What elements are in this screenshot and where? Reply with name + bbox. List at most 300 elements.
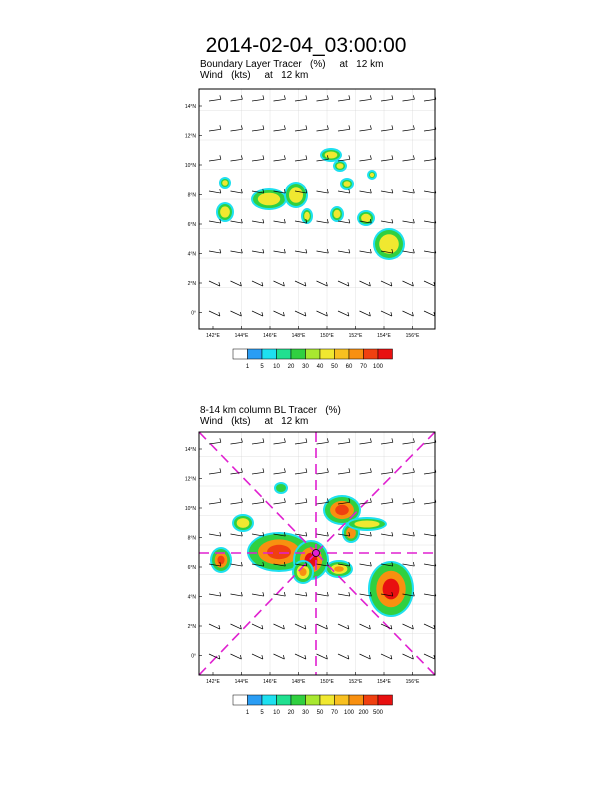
wind-barb — [295, 624, 306, 629]
wind-barb — [360, 281, 371, 286]
wind-barb-flag — [220, 249, 221, 253]
wind-barb — [252, 311, 263, 316]
wind-barb — [424, 594, 436, 596]
lon-label: 150°E — [320, 333, 334, 339]
wind-barb — [424, 281, 435, 286]
tracer-contour — [361, 214, 371, 222]
wind-barb-flag — [306, 498, 307, 502]
colorbar — [233, 695, 393, 716]
wind-barb — [360, 624, 371, 629]
wind-barb-flag — [306, 125, 307, 129]
wind-barb — [317, 221, 329, 223]
lon-label: 146°E — [263, 679, 277, 685]
wind-barb-flag — [349, 468, 350, 472]
wind-barb — [317, 191, 329, 193]
wind-barb-flag — [370, 468, 371, 472]
colorbar — [233, 349, 393, 370]
colorbar-swatch — [306, 695, 321, 705]
panel-1-subtitle-1: Boundary Layer Tracer (%) at 12 km — [200, 59, 384, 70]
wind-barb-flag — [284, 125, 285, 129]
wind-barb — [381, 534, 393, 536]
wind-barb — [209, 99, 221, 101]
tracer-contour — [344, 181, 351, 187]
wind-barb — [338, 191, 350, 193]
wind-barb — [381, 311, 392, 316]
lat-label: 14°N — [184, 447, 196, 453]
wind-barb — [295, 311, 306, 316]
wind-barb — [338, 654, 349, 659]
wind-barb — [231, 99, 243, 101]
panel-1 — [184, 88, 436, 378]
tracer-contour — [337, 163, 344, 169]
tracer-contour — [383, 579, 400, 600]
wind-barb — [424, 191, 436, 193]
wind-barb-flag — [284, 498, 285, 502]
wind-barb — [209, 191, 221, 193]
wind-barb — [424, 251, 436, 253]
wind-barb — [424, 99, 436, 101]
wind-barb-flag — [220, 95, 221, 99]
wind-barb — [360, 472, 372, 474]
colorbar-swatch — [277, 695, 292, 705]
wind-barb-flag — [327, 189, 328, 193]
wind-barb-flag — [370, 125, 371, 129]
wind-barb-flag — [413, 155, 414, 159]
tracer-contour — [222, 180, 228, 186]
wind-barb — [274, 221, 286, 223]
colorbar-swatch — [291, 349, 306, 359]
wind-barb-flag — [306, 438, 307, 442]
wind-barb — [317, 99, 329, 101]
wind-barb-flag — [349, 592, 350, 596]
colorbar-label: 50 — [331, 364, 338, 370]
wind-barb-flag — [413, 95, 414, 99]
page-title: 2014-02-04_03:00:00 — [205, 34, 407, 57]
cross-section-line — [316, 432, 435, 553]
lat-label: 2°N — [187, 624, 196, 630]
wind-barb-flag — [413, 189, 414, 193]
wind-barb — [252, 99, 264, 101]
panel-2 — [184, 431, 436, 727]
wind-barb — [274, 251, 286, 253]
colorbar-label: 50 — [316, 710, 324, 716]
colorbar-label: 30 — [302, 710, 309, 716]
wind-barb-flag — [327, 468, 328, 472]
wind-barb — [360, 534, 372, 536]
colorbar-swatch — [349, 349, 364, 359]
wind-barb — [252, 159, 264, 161]
wind-barb — [424, 159, 436, 161]
wind-barb-flag — [370, 95, 371, 99]
wind-barb-flag — [413, 125, 414, 129]
wind-barb-flag — [220, 498, 221, 502]
wind-barb-flag — [220, 155, 221, 159]
wind-barb — [231, 129, 243, 131]
panel-2-subtitle-1: 8-14 km column BL Tracer (%) — [200, 405, 341, 416]
wind-barb-flag — [413, 468, 414, 472]
colorbar-swatch — [364, 695, 379, 705]
wind-barb-flag — [306, 95, 307, 99]
wind-barb — [424, 472, 436, 474]
wind-barb-flag — [370, 562, 371, 566]
wind-barb — [338, 311, 349, 316]
lon-label: 146°E — [263, 333, 277, 339]
colorbar-label: 20 — [287, 364, 295, 370]
tracer-contour — [335, 505, 349, 515]
wind-barb-flag — [220, 189, 221, 193]
lat-label: 4°N — [187, 251, 196, 258]
wind-barb — [381, 281, 392, 286]
colorbar-swatch — [378, 349, 393, 359]
wind-barb — [381, 221, 393, 223]
colorbar-label: 1 — [245, 364, 250, 370]
wind-barb — [231, 442, 243, 444]
wind-barb — [317, 281, 328, 286]
lon-label: 150°E — [320, 679, 334, 685]
wind-barb — [252, 221, 264, 223]
wind-barb-flag — [327, 438, 328, 442]
wind-barb — [403, 624, 414, 629]
map-frame — [199, 89, 435, 329]
colorbar-label: 100 — [372, 364, 384, 370]
wind-barb — [381, 654, 392, 659]
wind-barb — [403, 311, 414, 316]
wind-barb-flag — [349, 189, 350, 193]
wind-barb — [231, 159, 243, 161]
tracer-contour — [334, 566, 344, 572]
colorbar-label: 10 — [273, 364, 280, 370]
colorbar-swatch — [306, 349, 321, 359]
wind-barb-flag — [220, 438, 221, 442]
lat-label: 12°N — [184, 133, 196, 140]
wind-barb-flag — [370, 189, 371, 193]
wind-barb — [231, 502, 243, 504]
wind-barb — [360, 99, 372, 101]
panel-2-map — [184, 431, 436, 727]
lat-label: 8°N — [187, 535, 196, 542]
wind-barb — [274, 99, 286, 101]
lat-label: 8°N — [187, 192, 196, 199]
wind-barb — [231, 251, 243, 253]
wind-barb — [338, 251, 350, 253]
lon-label: 152°E — [348, 333, 363, 339]
wind-barb-flag — [370, 532, 371, 536]
wind-barb — [209, 159, 221, 161]
wind-barb — [209, 534, 221, 536]
wind-barb — [338, 472, 350, 474]
wind-barb — [317, 442, 329, 444]
wind-barb-flag — [284, 219, 285, 223]
wind-barb-flag — [263, 125, 264, 129]
wind-barb — [209, 624, 220, 629]
lon-label: 144°E — [234, 679, 249, 685]
wind-barb — [338, 594, 350, 596]
wind-barb — [295, 442, 307, 444]
center-marker — [313, 550, 320, 557]
wind-barb — [317, 251, 329, 253]
wind-barb — [381, 472, 393, 474]
wind-barb — [360, 654, 371, 659]
wind-barb — [317, 594, 329, 596]
panel-1-map — [184, 88, 436, 378]
wind-barb — [274, 311, 285, 316]
lon-label: 156°E — [405, 333, 420, 339]
colorbar-swatch — [233, 349, 248, 359]
wind-barb — [424, 654, 435, 659]
colorbar-swatch — [378, 695, 393, 705]
lon-label: 148°E — [291, 333, 306, 339]
panel-1-subtitle-2: Wind (kts) at 12 km — [200, 70, 309, 81]
wind-barb-flag — [413, 249, 414, 253]
wind-barb — [360, 129, 372, 131]
wind-barb — [317, 311, 328, 316]
wind-barb-flag — [349, 219, 350, 223]
wind-barb — [231, 281, 242, 286]
wind-barb — [403, 281, 414, 286]
wind-barb-flag — [370, 498, 371, 502]
wind-barb-flag — [392, 219, 393, 223]
wind-barb — [252, 654, 263, 659]
colorbar-swatch — [320, 349, 335, 359]
wind-barb — [252, 502, 264, 504]
wind-barb — [381, 99, 393, 101]
tracer-contour — [354, 521, 379, 528]
wind-barb — [209, 311, 220, 316]
wind-barb — [295, 281, 306, 286]
wind-barb — [252, 624, 263, 629]
wind-barb — [360, 311, 371, 316]
wind-barb-flag — [392, 189, 393, 193]
wind-barb-flag — [349, 125, 350, 129]
wind-barb — [424, 502, 436, 504]
panel-2-subtitle-2: Wind (kts) at 12 km — [200, 416, 309, 427]
wind-barb — [295, 502, 307, 504]
wind-barb — [209, 221, 221, 223]
wind-barb-flag — [349, 155, 350, 159]
wind-barb-flag — [392, 498, 393, 502]
wind-barb-flag — [263, 592, 264, 596]
wind-barb — [317, 654, 328, 659]
wind-barb-flag — [263, 95, 264, 99]
lon-label: 154°E — [377, 679, 391, 685]
colorbar-swatch — [335, 349, 350, 359]
wind-barb — [209, 502, 221, 504]
colorbar-label: 40 — [316, 364, 324, 370]
wind-barb-flag — [284, 468, 285, 472]
colorbar-label: 20 — [287, 710, 295, 716]
wind-barb — [381, 191, 393, 193]
colorbar-label: 5 — [260, 364, 264, 370]
wind-barb-flag — [306, 249, 307, 253]
colorbar-label: 70 — [331, 710, 338, 716]
wind-barb-flag — [327, 125, 328, 129]
colorbar-swatch — [320, 695, 335, 705]
wind-barb-flag — [306, 155, 307, 159]
wind-barb — [424, 624, 435, 629]
lat-label: 14°N — [184, 104, 196, 110]
colorbar-label: 10 — [273, 710, 280, 716]
wind-barb-flag — [263, 219, 264, 223]
wind-barb-flag — [413, 219, 414, 223]
wind-barb-flag — [306, 592, 307, 596]
colorbar-swatch — [248, 349, 263, 359]
wind-barb-flag — [327, 249, 328, 253]
lon-label: 142°E — [206, 333, 220, 339]
wind-barb — [403, 654, 414, 659]
wind-barb — [274, 594, 286, 596]
wind-barb-flag — [284, 155, 285, 159]
lat-label: 2°N — [187, 281, 196, 287]
wind-barb — [252, 129, 264, 131]
colorbar-swatch — [277, 349, 292, 359]
wind-barb-flag — [413, 562, 414, 566]
wind-barb-flag — [327, 95, 328, 99]
wind-barb-flag — [263, 468, 264, 472]
wind-barb — [295, 159, 307, 161]
wind-barb — [317, 129, 329, 131]
wind-barb-flag — [220, 592, 221, 596]
wind-barb — [274, 281, 285, 286]
wind-barb-flag — [306, 532, 307, 536]
lat-label: 6°N — [187, 565, 196, 571]
tracer-contour — [334, 210, 341, 218]
wind-barb-flag — [392, 532, 393, 536]
wind-barb — [295, 251, 307, 253]
lon-label: 148°E — [291, 679, 306, 685]
wind-barb — [338, 624, 349, 629]
wind-barb — [209, 281, 220, 286]
wind-barb-flag — [327, 219, 328, 223]
tracer-contour — [304, 212, 310, 220]
wind-barb-flag — [327, 592, 328, 596]
wind-barb — [381, 129, 393, 131]
wind-barb — [231, 534, 243, 536]
wind-barb — [424, 311, 435, 316]
tracer-contour — [237, 518, 250, 528]
wind-barb-flag — [413, 532, 414, 536]
wind-barb — [274, 472, 286, 474]
wind-barb — [209, 594, 221, 596]
wind-barb — [295, 99, 307, 101]
wind-barb — [424, 129, 436, 131]
wind-barb-flag — [413, 438, 414, 442]
wind-barb-flag — [220, 468, 221, 472]
wind-barb — [252, 281, 263, 286]
wind-barb-flag — [263, 438, 264, 442]
wind-barb — [252, 472, 264, 474]
wind-barb — [338, 129, 350, 131]
wind-barb-flag — [263, 155, 264, 159]
lat-label: 4°N — [187, 594, 196, 601]
lon-label: 154°E — [377, 333, 391, 339]
wind-barb — [381, 442, 393, 444]
wind-barb-flag — [220, 532, 221, 536]
lat-label: 10°N — [184, 163, 196, 169]
wind-barb — [252, 594, 264, 596]
colorbar-label: 70 — [360, 364, 367, 370]
wind-barb — [360, 564, 372, 566]
lat-label: 0° — [191, 310, 196, 317]
wind-barb-flag — [370, 249, 371, 253]
wind-barb — [360, 251, 372, 253]
wind-barb — [274, 624, 285, 629]
colorbar-swatch — [364, 349, 379, 359]
wind-barb — [424, 442, 436, 444]
colorbar-swatch — [233, 695, 248, 705]
colorbar-swatch — [349, 695, 364, 705]
wind-barb — [360, 442, 372, 444]
tracer-contour — [258, 193, 280, 206]
colorbar-label: 5 — [260, 710, 264, 716]
colorbar-label: 500 — [372, 710, 384, 716]
lat-label: 6°N — [187, 222, 196, 228]
wind-barb — [231, 311, 242, 316]
wind-barb — [274, 129, 286, 131]
wind-barb — [274, 159, 286, 161]
lon-label: 156°E — [405, 679, 420, 685]
wind-barb-flag — [392, 125, 393, 129]
colorbar-swatch — [291, 695, 306, 705]
wind-barb — [424, 221, 436, 223]
wind-barb-flag — [284, 249, 285, 253]
map-group — [185, 89, 436, 370]
tracer-contour — [370, 173, 374, 177]
map-group — [185, 432, 436, 716]
colorbar-label: 200 — [358, 710, 369, 716]
lat-label: 10°N — [184, 506, 196, 512]
wind-barb — [424, 564, 436, 566]
wind-barb-flag — [284, 592, 285, 596]
lat-label: 0° — [191, 653, 196, 660]
lon-label: 144°E — [234, 333, 249, 339]
colorbar-label: 30 — [302, 364, 309, 370]
wind-barb — [209, 251, 221, 253]
wind-barb-flag — [392, 95, 393, 99]
colorbar-swatch — [335, 695, 350, 705]
wind-barb-flag — [370, 438, 371, 442]
tracer-contour — [217, 556, 224, 565]
wind-barb — [424, 534, 436, 536]
wind-barb — [381, 502, 393, 504]
lon-label: 152°E — [348, 679, 363, 685]
colorbar-label: 1 — [245, 710, 250, 716]
wind-barb — [381, 159, 393, 161]
lat-label: 12°N — [184, 476, 196, 483]
colorbar-swatch — [262, 349, 277, 359]
wind-barb — [274, 442, 286, 444]
wind-barb-flag — [349, 249, 350, 253]
wind-barb — [231, 624, 242, 629]
wind-barb — [231, 472, 243, 474]
wind-barb-flag — [349, 95, 350, 99]
wind-barb-flag — [392, 468, 393, 472]
wind-barb — [252, 442, 264, 444]
wind-barb-flag — [413, 498, 414, 502]
wind-barb — [231, 191, 243, 193]
wind-barb — [317, 534, 329, 536]
wind-barb — [338, 281, 349, 286]
wind-barb-flag — [263, 498, 264, 502]
wind-barb — [274, 654, 285, 659]
tracer-contour — [289, 187, 303, 202]
tracer-contour — [325, 152, 338, 159]
wind-barb — [360, 159, 372, 161]
wind-barb-flag — [327, 532, 328, 536]
wind-barb — [231, 654, 242, 659]
lon-label: 142°E — [206, 679, 220, 685]
colorbar-label: 100 — [343, 710, 355, 716]
wind-barb-flag — [306, 468, 307, 472]
